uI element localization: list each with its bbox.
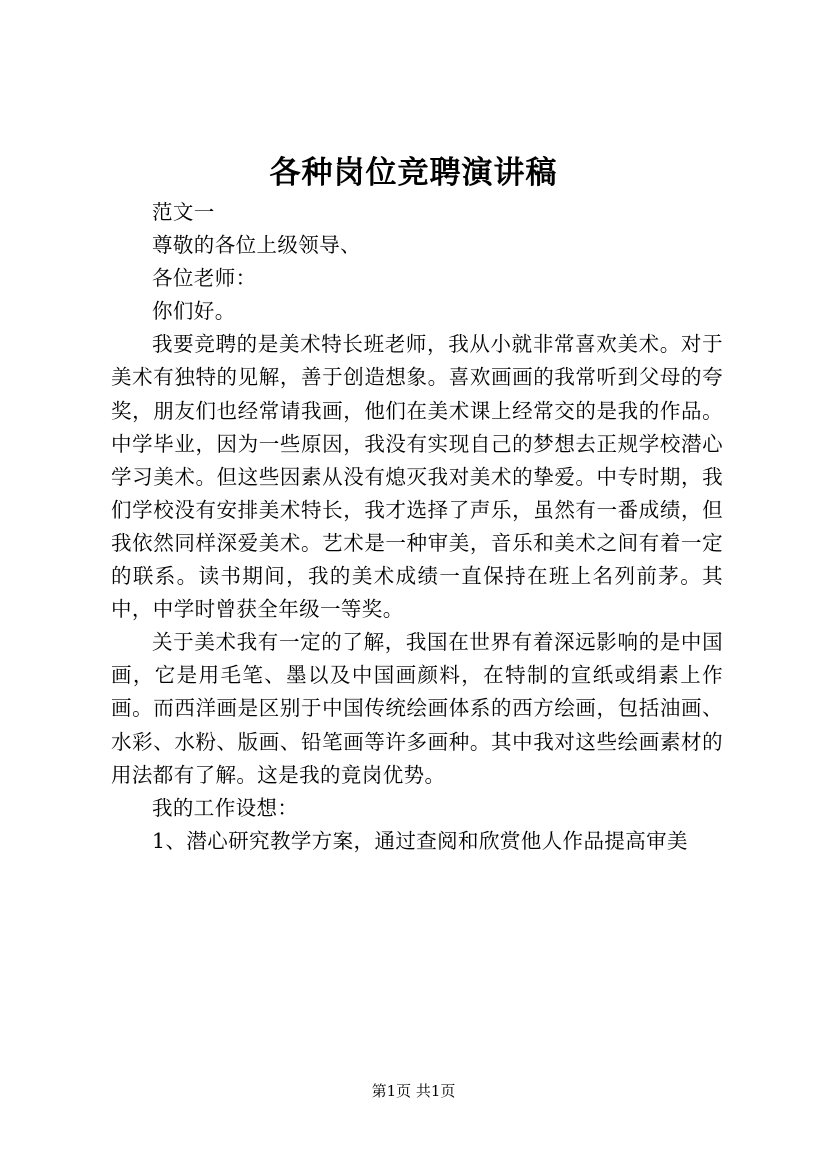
document-body (111, 196, 723, 858)
paragraph: 我的工作设想： (152, 795, 299, 820)
page-footer: 第1页 共1页 (371, 1082, 456, 1100)
paragraph: 1、潜心研究教学方案，通过查阅和欣赏他人作品提高审美 (152, 828, 688, 853)
paragraph: 各位老师： (152, 266, 257, 291)
paragraph: 我要竞聘的是美术特长班老师，我从小就非常喜欢美术。对于美术有独特的见解，善于创造想象。喜欢画画的我常听到父母的夸奖，朋友们也经常请我画，他们在美术课上经常交的是我的作品。中学毕业，因为一些原因，我没有实现自己的梦想去正规学校潜心学习美术。但这些因素从没有熄灭我对美术的挚爱。中专时期，我们学校没有安排美术特长，我才选择了声乐，虽然有一番成绩，但我依然同样深爱美术。艺术是一种审美，音乐和美术之间有着一定的联系。读书期间，我的美术成绩一直保持在班上名列前茅。其中，中学时曾获全年级一等奖。 (111, 332, 723, 622)
paragraph: 你们好。 (152, 299, 236, 324)
paragraph: 范文一 (152, 200, 215, 224)
paragraph: 关于美术我有一定的了解，我国在世界有着深远影响的是中国画，它是用毛笔、墨以及中国画颜料，在特制的宣纸或绢素上作画。而西洋画是区别于中国传统绘画体系的西方绘画，包括油画、水彩、水粉、版画、铅笔画等许多画种。其中我对这些绘画素材的用法都有了解。这是我的竟岗优势。 (111, 630, 723, 787)
paragraph: 尊敬的各位上级领导、 (152, 233, 361, 258)
document-title: 各种岗位竞聘演讲稿 (269, 155, 558, 191)
